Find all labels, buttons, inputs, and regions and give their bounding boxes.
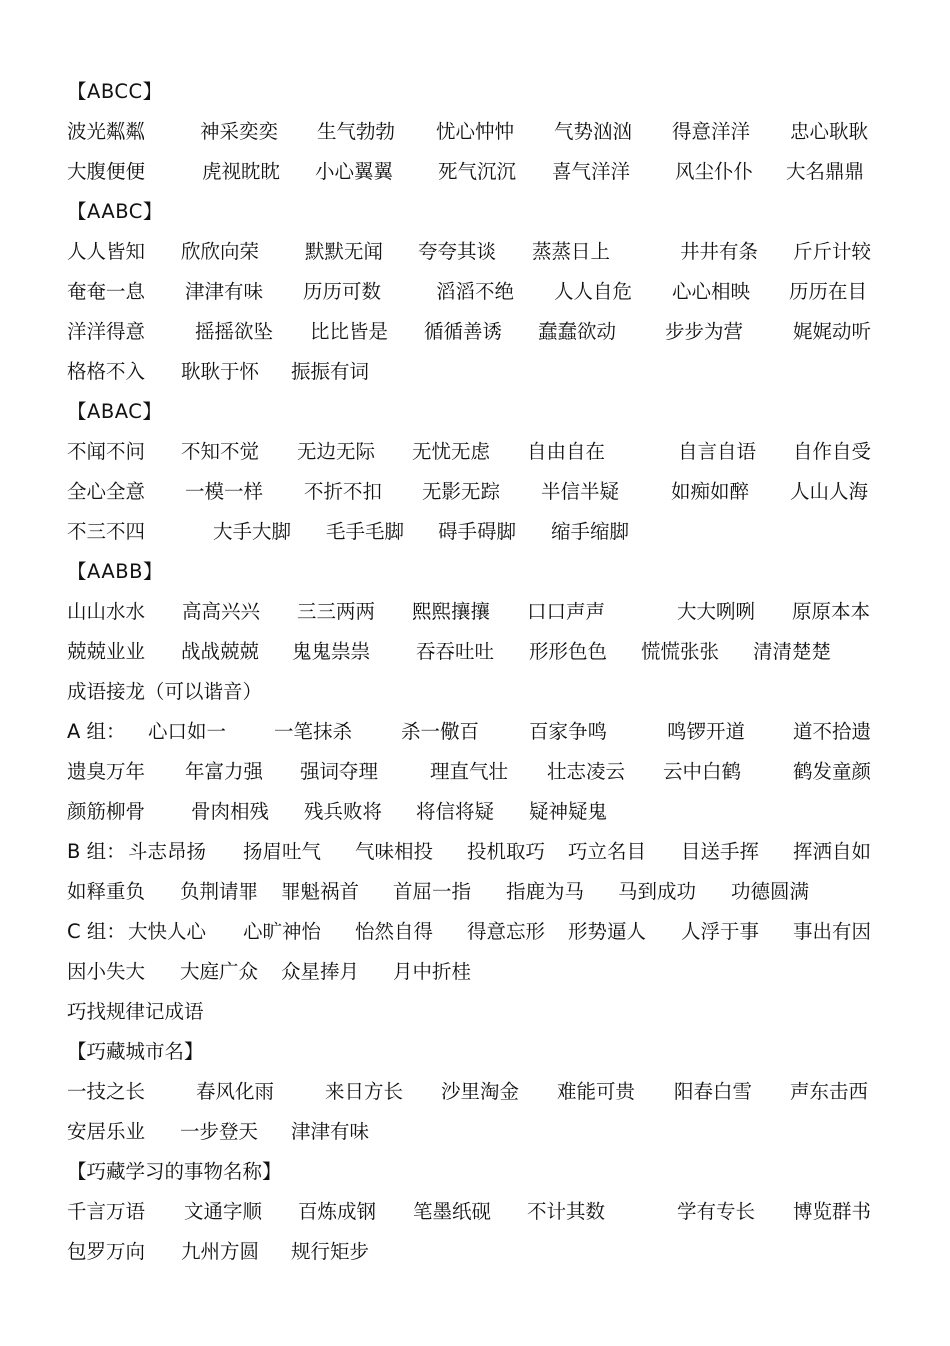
idiom: 博览群书 xyxy=(793,1200,872,1223)
idiom: 不闻不问 xyxy=(67,440,146,463)
idiom-row xyxy=(67,112,882,152)
idiom: 人山人海 xyxy=(790,480,869,503)
idiom: 学有专长 xyxy=(677,1200,756,1223)
idiom: 笔墨纸砚 xyxy=(413,1200,492,1223)
idiom: 斗志昂扬 xyxy=(128,840,207,863)
idiom: 半信半疑 xyxy=(541,480,620,503)
idiom: 原原本本 xyxy=(792,600,871,623)
idiom: 缩手缩脚 xyxy=(551,520,630,543)
idiom: 如痴如醉 xyxy=(671,480,750,503)
idiom: 奄奄一息 xyxy=(67,280,146,303)
idiom: 振振有词 xyxy=(291,360,370,383)
idiom: 大大咧咧 xyxy=(677,600,756,623)
idiom: 一笔抹杀 xyxy=(274,720,353,743)
idiom: 挥洒自如 xyxy=(793,840,872,863)
idiom: 心口如一 xyxy=(148,720,227,743)
idiom: 历历在目 xyxy=(789,280,868,303)
idiom: 碍手碍脚 xyxy=(438,520,517,543)
idiom: 气势汹汹 xyxy=(554,120,633,143)
idiom: 滔滔不绝 xyxy=(436,280,515,303)
idiom: 千言万语 xyxy=(67,1200,146,1223)
idiom: 安居乐业 xyxy=(67,1120,146,1143)
idiom: 气味相投 xyxy=(355,840,434,863)
idiom: 来日方长 xyxy=(325,1080,404,1103)
idiom: 心心相映 xyxy=(672,280,751,303)
idiom: 无忧无虑 xyxy=(412,440,491,463)
idiom-row xyxy=(67,632,882,672)
idiom: 得意忘形 xyxy=(467,920,546,943)
idiom-row xyxy=(67,352,882,392)
idiom: 沙里淘金 xyxy=(441,1080,520,1103)
idiom: 理直气壮 xyxy=(430,760,509,783)
idiom-row xyxy=(67,232,882,272)
idiom: 虎视眈眈 xyxy=(202,160,281,183)
idiom: 山山水水 xyxy=(67,600,146,623)
section-heading-abcc: 【ABCC】 xyxy=(67,80,163,103)
group-a-label: A 组： xyxy=(67,720,126,743)
idiom: 忠心耿耿 xyxy=(790,120,869,143)
idiom-row xyxy=(67,512,882,552)
idiom: 夸夸其谈 xyxy=(418,240,497,263)
idiom: 自作自受 xyxy=(793,440,872,463)
idiom: 遗臭万年 xyxy=(67,760,146,783)
idiom: 规行矩步 xyxy=(291,1240,370,1263)
idiom: 不三不四 xyxy=(67,520,146,543)
idiom: 马到成功 xyxy=(618,880,697,903)
idiom: 阳春白雪 xyxy=(674,1080,753,1103)
idiom: 大手大脚 xyxy=(213,520,292,543)
idiom: 死气沉沉 xyxy=(438,160,517,183)
idiom: 疑神疑鬼 xyxy=(529,800,608,823)
idiom: 得意洋洋 xyxy=(672,120,751,143)
idiom: 大名鼎鼎 xyxy=(786,160,865,183)
idiom: 形形色色 xyxy=(529,640,608,663)
relay-row-a xyxy=(67,712,882,752)
idiom: 无边无际 xyxy=(297,440,376,463)
idiom: 大庭广众 xyxy=(180,960,259,983)
idiom: 将信将疑 xyxy=(416,800,495,823)
idiom: 大腹便便 xyxy=(67,160,146,183)
idiom: 吞吞吐吐 xyxy=(416,640,495,663)
section-heading-cities: 【巧藏城市名】 xyxy=(67,1040,204,1063)
idiom: 百炼成钢 xyxy=(298,1200,377,1223)
idiom: 因小失大 xyxy=(67,960,146,983)
idiom: 年富力强 xyxy=(185,760,264,783)
idiom: 摇摇欲坠 xyxy=(195,320,274,343)
section-heading-study: 【巧藏学习的事物名称】 xyxy=(67,1160,282,1183)
idiom: 春风化雨 xyxy=(196,1080,275,1103)
idiom: 文通字顺 xyxy=(184,1200,263,1223)
group-b-label: B 组： xyxy=(67,840,126,863)
idiom: 津津有味 xyxy=(291,1120,370,1143)
idiom: 百家争鸣 xyxy=(529,720,608,743)
idiom: 口口声声 xyxy=(527,600,606,623)
section-heading-patterns: 巧找规律记成语 xyxy=(67,1000,204,1023)
idiom: 一模一样 xyxy=(185,480,264,503)
idiom-row xyxy=(67,872,882,912)
idiom: 众星捧月 xyxy=(281,960,360,983)
idiom: 津津有味 xyxy=(185,280,264,303)
section-heading-abac: 【ABAC】 xyxy=(67,400,163,423)
idiom: 不知不觉 xyxy=(181,440,260,463)
idiom: 月中折桂 xyxy=(393,960,472,983)
idiom-row xyxy=(67,752,882,792)
idiom-row xyxy=(67,312,882,352)
idiom: 斤斤计较 xyxy=(793,240,872,263)
idiom: 人人皆知 xyxy=(67,240,146,263)
idiom: 循循善诱 xyxy=(424,320,503,343)
idiom: 如释重负 xyxy=(67,880,146,903)
idiom: 事出有因 xyxy=(793,920,872,943)
idiom: 兢兢业业 xyxy=(67,640,146,663)
idiom: 忧心忡忡 xyxy=(436,120,515,143)
idiom: 包罗万向 xyxy=(67,1240,146,1263)
idiom: 毛手毛脚 xyxy=(326,520,405,543)
idiom: 神采奕奕 xyxy=(200,120,279,143)
idiom: 耿耿于怀 xyxy=(181,360,260,383)
idiom: 生气勃勃 xyxy=(317,120,396,143)
idiom: 首屈一指 xyxy=(393,880,472,903)
idiom: 负荆请罪 xyxy=(180,880,259,903)
idiom: 形势逼人 xyxy=(568,920,647,943)
idiom: 道不拾遗 xyxy=(793,720,872,743)
idiom: 不折不扣 xyxy=(304,480,383,503)
idiom: 全心全意 xyxy=(67,480,146,503)
idiom: 罪魁祸首 xyxy=(281,880,360,903)
idiom: 蠢蠢欲动 xyxy=(538,320,617,343)
idiom: 投机取巧 xyxy=(467,840,546,863)
idiom: 格格不入 xyxy=(67,360,146,383)
idiom-row xyxy=(67,472,882,512)
idiom: 鸣锣开道 xyxy=(667,720,746,743)
idiom: 怡然自得 xyxy=(355,920,434,943)
idiom: 自言自语 xyxy=(678,440,757,463)
idiom: 无影无踪 xyxy=(422,480,501,503)
idiom: 清清楚楚 xyxy=(753,640,832,663)
idiom: 功德圆满 xyxy=(731,880,810,903)
section-heading-aabb: 【AABB】 xyxy=(67,560,163,583)
idiom: 壮志凌云 xyxy=(547,760,626,783)
idiom-row xyxy=(67,1192,882,1232)
relay-row-b xyxy=(67,832,882,872)
idiom: 声东击西 xyxy=(790,1080,869,1103)
idiom: 高高兴兴 xyxy=(182,600,261,623)
idiom: 大快人心 xyxy=(128,920,207,943)
idiom-row xyxy=(67,272,882,312)
idiom: 人人自危 xyxy=(554,280,633,303)
relay-row-c xyxy=(67,912,882,952)
idiom: 人浮于事 xyxy=(681,920,760,943)
idiom: 指鹿为马 xyxy=(506,880,585,903)
idiom-row xyxy=(67,432,882,472)
idiom: 一步登天 xyxy=(180,1120,259,1143)
idiom: 颜筋柳骨 xyxy=(67,800,146,823)
idiom: 欣欣向荣 xyxy=(181,240,260,263)
idiom: 三三两两 xyxy=(297,600,376,623)
idiom-row xyxy=(67,592,882,632)
idiom: 骨肉相残 xyxy=(191,800,270,823)
idiom-row xyxy=(67,1232,882,1272)
idiom: 默默无闻 xyxy=(305,240,384,263)
idiom: 熙熙攘攘 xyxy=(412,600,491,623)
idiom: 慌慌张张 xyxy=(641,640,720,663)
idiom-row xyxy=(67,1112,882,1152)
idiom: 扬眉吐气 xyxy=(243,840,322,863)
idiom: 不计其数 xyxy=(527,1200,606,1223)
idiom: 自由自在 xyxy=(527,440,606,463)
document-page xyxy=(67,72,882,1272)
idiom: 波光粼粼 xyxy=(67,120,146,143)
idiom: 步步为营 xyxy=(665,320,744,343)
section-heading-relay: 成语接龙（可以谐音） xyxy=(67,680,263,703)
group-c-label: C 组： xyxy=(67,920,126,943)
idiom: 鬼鬼祟祟 xyxy=(292,640,371,663)
idiom: 历历可数 xyxy=(303,280,382,303)
section-heading-aabc: 【AABC】 xyxy=(67,200,163,223)
idiom: 小心翼翼 xyxy=(315,160,394,183)
idiom: 一技之长 xyxy=(67,1080,146,1103)
idiom: 云中白鹤 xyxy=(663,760,742,783)
idiom: 目送手挥 xyxy=(681,840,760,863)
idiom: 心旷神怡 xyxy=(243,920,322,943)
idiom: 比比皆是 xyxy=(310,320,389,343)
idiom: 杀一儆百 xyxy=(401,720,480,743)
idiom: 残兵败将 xyxy=(304,800,383,823)
idiom: 洋洋得意 xyxy=(67,320,146,343)
idiom: 井井有条 xyxy=(680,240,759,263)
idiom: 风尘仆仆 xyxy=(675,160,754,183)
idiom: 难能可贵 xyxy=(557,1080,636,1103)
idiom: 九州方圆 xyxy=(181,1240,260,1263)
idiom-row xyxy=(67,1072,882,1112)
idiom: 鹤发童颜 xyxy=(793,760,872,783)
idiom: 巧立名目 xyxy=(568,840,647,863)
idiom: 蒸蒸日上 xyxy=(532,240,611,263)
idiom: 娓娓动听 xyxy=(793,320,872,343)
idiom-row xyxy=(67,952,882,992)
idiom-row xyxy=(67,792,882,832)
idiom-row xyxy=(67,152,882,192)
idiom: 喜气洋洋 xyxy=(552,160,631,183)
idiom: 强词夺理 xyxy=(300,760,379,783)
idiom: 战战兢兢 xyxy=(181,640,260,663)
